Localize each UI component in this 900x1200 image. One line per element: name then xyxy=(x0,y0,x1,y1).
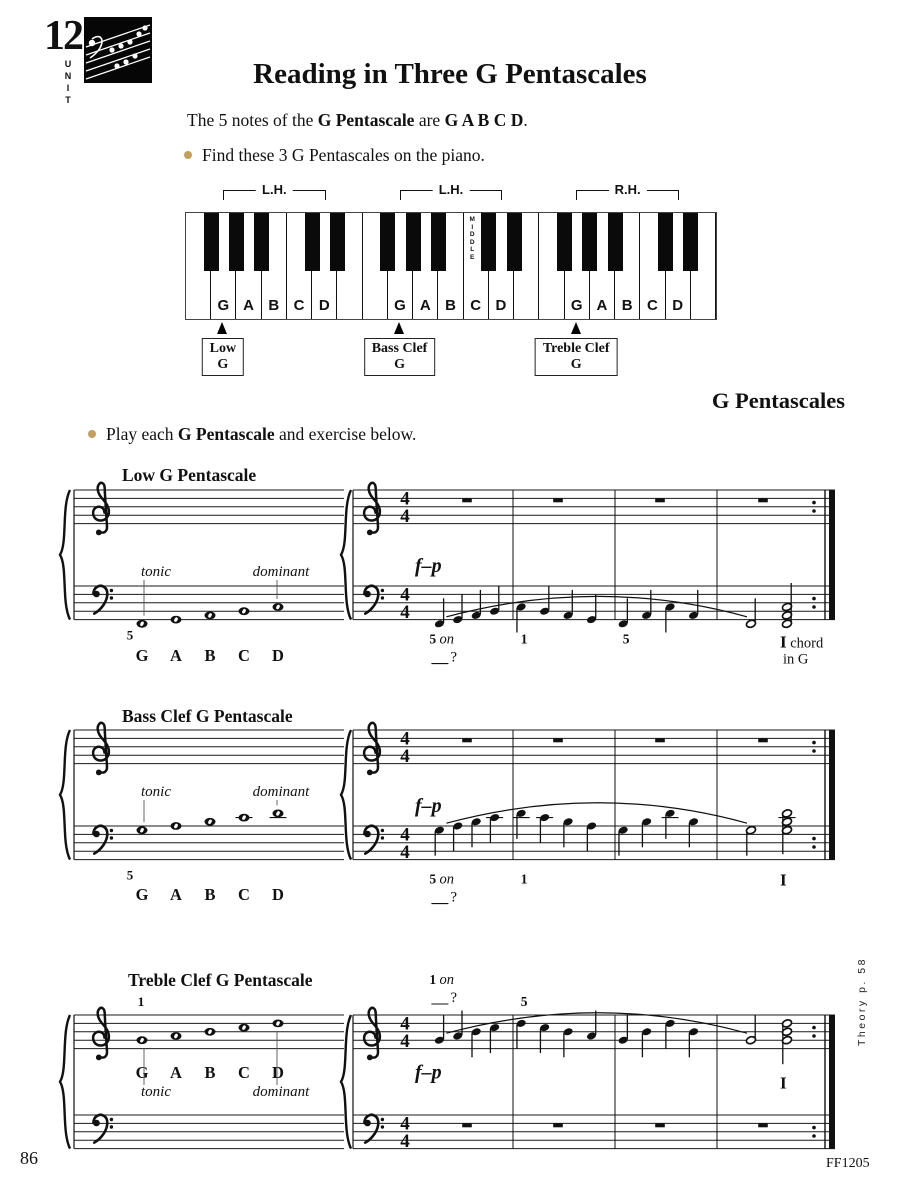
intro-sentence xyxy=(187,110,528,131)
pointer-line1: Bass Clef xyxy=(371,341,428,356)
blank-question-mark: ? xyxy=(450,990,458,1006)
key-pointer-box xyxy=(535,338,618,376)
section-title-treble-clef-g: Treble Clef G Pentascale xyxy=(128,970,313,990)
bass-clef-icon xyxy=(93,1115,113,1143)
note-name-label: D xyxy=(272,885,284,904)
staff xyxy=(74,1115,344,1149)
white-key-label: D xyxy=(495,297,507,314)
treble-clef-icon xyxy=(93,723,109,775)
pentascale-exercise-staff xyxy=(343,966,858,1166)
time-signature: 4 xyxy=(400,584,410,606)
black-key xyxy=(557,213,572,271)
black-key xyxy=(254,213,269,271)
page-number: 86 xyxy=(20,1148,38,1168)
whole-rest xyxy=(553,738,563,742)
chord-label-line2: in G xyxy=(783,651,809,668)
hand-bracket-label: R.H. xyxy=(609,182,647,197)
time-signature: 4 xyxy=(400,728,410,750)
whole-note xyxy=(171,1032,182,1040)
blank-question-mark: ? xyxy=(450,649,458,666)
staff xyxy=(353,730,835,764)
bass-clef-icon xyxy=(364,826,384,854)
chord-roman-numeral: I xyxy=(780,870,787,890)
pentascales-heading: G Pentascales xyxy=(711,388,845,413)
grand-staff-brace xyxy=(60,730,70,860)
repeat-dot xyxy=(812,597,816,601)
up-arrow-icon xyxy=(217,322,227,334)
repeat-dot xyxy=(812,1126,816,1130)
repeat-dot xyxy=(812,1134,816,1138)
whole-note xyxy=(273,810,284,818)
bullet-play-text: and exercise below. xyxy=(274,424,417,444)
grand-staff-brace xyxy=(60,490,70,620)
bullet-play-text: Play each xyxy=(106,424,178,444)
tonic-label: tonic xyxy=(141,564,171,580)
pointer-line1: Low xyxy=(209,341,237,356)
note-name-label: C xyxy=(238,646,250,665)
note-name-label: B xyxy=(204,885,216,904)
repeat-dot xyxy=(812,741,816,745)
pentascale-exercise-staff xyxy=(343,464,858,676)
dynamics-label: f–p xyxy=(415,795,442,817)
finger-number: 5 xyxy=(520,994,528,1009)
black-key xyxy=(582,213,597,271)
hand-bracket xyxy=(576,182,679,200)
white-key-label: D xyxy=(318,297,330,314)
section-title-bass-clef-g: Bass Clef G Pentascale xyxy=(122,706,293,726)
whole-rest xyxy=(553,498,563,502)
time-signature: 4 xyxy=(400,1113,410,1135)
black-key xyxy=(481,213,496,271)
staff xyxy=(353,490,835,524)
bullet-find-line xyxy=(184,145,485,166)
pointer-line2: G xyxy=(570,357,582,373)
time-signature: 4 xyxy=(400,506,410,527)
pentascale-exercise-staff xyxy=(343,704,858,916)
hand-bracket-label: L.H. xyxy=(256,182,293,197)
finger-number: 1 xyxy=(137,994,145,1009)
time-signature: 4 xyxy=(400,824,410,846)
whole-note xyxy=(205,1028,216,1036)
finger-number: 5 xyxy=(126,867,134,883)
note-name-label: A xyxy=(170,1063,182,1082)
bass-clef-icon xyxy=(364,1115,384,1143)
staff xyxy=(353,1015,835,1049)
bass-clef-icon xyxy=(93,826,113,854)
whole-rest xyxy=(462,1123,472,1127)
white-key-label: B xyxy=(621,297,633,314)
blank-question-mark: ? xyxy=(450,889,458,906)
bullet-icon xyxy=(184,151,192,159)
staff xyxy=(74,490,344,524)
grand-staff-brace xyxy=(341,490,351,620)
black-key xyxy=(658,213,673,271)
black-key xyxy=(330,213,345,271)
hand-bracket xyxy=(223,182,326,200)
grand-staff-brace xyxy=(341,1015,351,1149)
whole-rest xyxy=(655,498,665,502)
start-finger-label: 5 on xyxy=(429,871,455,888)
whole-note xyxy=(171,616,182,624)
bullet-icon xyxy=(88,430,96,438)
treble-clef-icon xyxy=(364,483,380,535)
treble-clef-icon xyxy=(364,723,380,775)
note-name-label: D xyxy=(272,1063,284,1082)
start-finger-label: 5 on xyxy=(429,631,455,648)
pentascale-scale-diagram xyxy=(62,464,354,676)
white-key-label: B xyxy=(268,297,280,314)
dynamics-label: f–p xyxy=(415,1061,442,1084)
tonic-label: tonic xyxy=(141,784,171,800)
whole-rest xyxy=(553,1123,563,1127)
white-key-label: G xyxy=(217,297,230,314)
whole-rest xyxy=(758,1123,768,1127)
chord-roman-numeral: I chord xyxy=(780,632,824,652)
grand-staff-brace xyxy=(60,1015,70,1149)
whole-note xyxy=(273,603,284,611)
repeat-dot xyxy=(812,1034,816,1038)
intro-part: are xyxy=(414,110,445,130)
pointer-line2: G xyxy=(217,357,229,373)
whole-rest xyxy=(462,738,472,742)
intro-part: The 5 notes of the xyxy=(187,110,318,130)
whole-rest xyxy=(758,498,768,502)
up-arrow-icon xyxy=(571,322,581,334)
white-key-label: A xyxy=(419,297,431,314)
whole-note xyxy=(137,620,148,628)
note-name-label: G xyxy=(135,885,149,904)
catalog-code: FF1205 xyxy=(826,1156,870,1171)
finger-number: 1 xyxy=(520,631,528,647)
whole-note xyxy=(239,1024,250,1032)
whole-rest xyxy=(758,738,768,742)
repeat-dot xyxy=(812,749,816,753)
unit-number: 12 xyxy=(44,13,82,59)
black-key xyxy=(229,213,244,271)
black-key xyxy=(305,213,320,271)
dominant-label: dominant xyxy=(252,1084,310,1100)
key-pointer-box xyxy=(364,338,436,376)
repeat-dot xyxy=(812,837,816,841)
repeat-dot xyxy=(812,501,816,505)
white-key-label: D xyxy=(672,297,684,314)
dominant-label: dominant xyxy=(252,564,310,580)
white-key-label: B xyxy=(445,297,456,314)
note-name-label: A xyxy=(170,885,182,904)
black-key xyxy=(380,213,395,271)
note-name-label: G xyxy=(135,1063,149,1082)
chord-roman-numeral: I xyxy=(780,1073,787,1093)
whole-note xyxy=(205,818,216,826)
section-title-low-g: Low G Pentascale xyxy=(122,465,257,485)
start-finger-label: 1 on xyxy=(429,972,455,988)
bullet-find-text: Find these 3 G Pentascales on the piano. xyxy=(202,145,485,165)
staff xyxy=(74,730,344,764)
tonic-label: tonic xyxy=(141,1084,171,1100)
finger-number: 5 xyxy=(126,627,134,643)
final-barline-thick xyxy=(829,490,835,620)
note-name-label: C xyxy=(238,1063,250,1082)
unit-label: UNIT xyxy=(63,59,73,107)
note-name-label: D xyxy=(272,646,284,665)
black-key xyxy=(608,213,623,271)
time-signature: 4 xyxy=(400,1013,410,1035)
dynamics-label: f–p xyxy=(415,555,442,577)
white-key-label: G xyxy=(570,297,583,314)
final-barline-thick xyxy=(829,730,835,860)
grand-staff-brace xyxy=(341,730,351,860)
repeat-dot xyxy=(812,605,816,609)
white-key-label: C xyxy=(646,297,658,314)
pointer-line1: Treble Clef xyxy=(542,341,610,356)
piano-keyboard-diagram xyxy=(185,212,717,320)
whole-rest xyxy=(462,498,472,502)
treble-clef-icon xyxy=(364,1008,380,1060)
black-key xyxy=(406,213,421,271)
black-key xyxy=(683,213,698,271)
repeat-dot xyxy=(812,845,816,849)
black-key xyxy=(204,213,219,271)
white-key-label: A xyxy=(596,297,608,314)
middle-c-label: M I D D L E xyxy=(469,216,475,261)
bullet-play-term: G Pentascale xyxy=(177,424,275,444)
time-signature: 4 xyxy=(400,842,410,863)
hand-bracket-label: L.H. xyxy=(433,182,470,197)
whole-note xyxy=(239,814,250,822)
intro-term: G Pentascale xyxy=(317,110,415,130)
note-name-label: A xyxy=(170,646,182,665)
bullet-play-line xyxy=(88,424,416,445)
up-arrow-icon xyxy=(394,322,404,334)
staff xyxy=(353,1115,835,1149)
note-name-label: G xyxy=(135,646,149,665)
staff xyxy=(353,826,835,860)
staff xyxy=(353,586,835,620)
note-name-label: B xyxy=(204,1063,216,1082)
time-signature: 4 xyxy=(400,746,410,767)
black-key xyxy=(431,213,446,271)
final-barline-thick xyxy=(829,1015,835,1149)
whole-note xyxy=(239,607,250,615)
staff xyxy=(74,826,344,860)
time-signature: 4 xyxy=(400,488,410,510)
whole-note xyxy=(137,826,148,834)
theory-reference-note: Theory p. 58 xyxy=(856,957,868,1046)
note-name-label: C xyxy=(238,885,250,904)
white-key-label: C xyxy=(293,297,305,314)
hand-bracket xyxy=(400,182,503,200)
treble-clef-icon xyxy=(93,483,109,535)
treble-clef-icon xyxy=(93,1008,109,1060)
whole-rest xyxy=(655,1123,665,1127)
whole-note xyxy=(171,822,182,830)
page-title: Reading in Three G Pentascales xyxy=(253,58,647,90)
black-key xyxy=(507,213,522,271)
pentascale-scale-diagram xyxy=(62,966,354,1166)
bass-clef-icon xyxy=(93,586,113,614)
whole-rest xyxy=(655,738,665,742)
intro-part: . xyxy=(523,110,528,130)
finger-number: 5 xyxy=(622,631,630,647)
white-key-label: A xyxy=(243,297,254,314)
key-pointer-box xyxy=(202,338,244,376)
whole-note xyxy=(205,612,216,620)
pointer-line2: G xyxy=(394,357,405,373)
bass-clef-icon xyxy=(364,586,384,614)
white-key-label: C xyxy=(470,297,482,314)
white-key-label: G xyxy=(394,297,406,314)
intro-notes: G A B C D xyxy=(444,110,524,130)
time-signature: 4 xyxy=(400,1031,410,1052)
whole-note xyxy=(273,1020,284,1028)
repeat-dot xyxy=(812,509,816,513)
note-name-label: B xyxy=(204,646,216,665)
repeat-dot xyxy=(812,1026,816,1030)
pentascale-scale-diagram xyxy=(62,704,354,916)
finger-number: 1 xyxy=(520,871,528,887)
time-signature: 4 xyxy=(400,1131,410,1152)
whole-note xyxy=(137,1036,148,1044)
time-signature: 4 xyxy=(400,602,410,623)
dominant-label: dominant xyxy=(252,784,310,800)
